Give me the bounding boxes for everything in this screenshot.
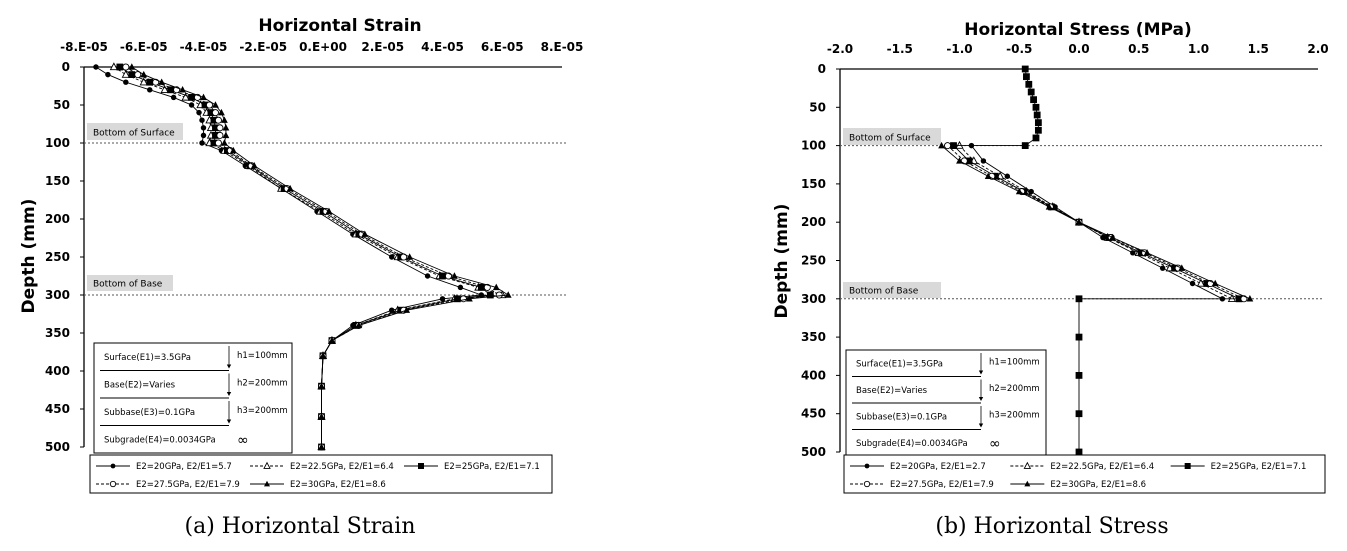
data-point <box>1076 410 1083 417</box>
x-tick-label: -1.5 <box>886 42 913 56</box>
figure-caption: (a) Horizontal Strain <box>184 514 416 539</box>
legend-label: E2=30GPa, E2/E1=8.6 <box>290 480 386 490</box>
x-tick-label: 8.E-05 <box>540 40 584 54</box>
data-point <box>460 296 466 302</box>
data-point <box>189 102 194 107</box>
x-tick-label: 2.E-05 <box>361 40 405 54</box>
data-point <box>1028 89 1035 96</box>
data-point <box>217 132 223 138</box>
data-point <box>201 133 206 138</box>
legend-marker <box>1185 463 1191 469</box>
x-tick-label: -6.E-05 <box>119 40 168 54</box>
x-tick-label: 0.E+00 <box>299 40 347 54</box>
x-tick-label: 1.0 <box>1187 42 1210 56</box>
data-point <box>199 140 204 145</box>
data-point <box>981 158 986 163</box>
y-tick-label: 300 <box>800 291 826 306</box>
chart-horizontal-strain <box>19 16 583 539</box>
y-tick-label: 0 <box>61 60 70 74</box>
layer-label: Subbase(E3)=0.1GPa <box>104 407 196 418</box>
data-point <box>1005 174 1010 179</box>
data-point <box>147 87 152 92</box>
data-point <box>123 64 129 70</box>
thickness-label: h1=100mm <box>989 357 1040 368</box>
data-point <box>93 64 98 69</box>
x-tick-label: 0.0 <box>1068 42 1090 56</box>
data-point <box>1246 295 1253 301</box>
layer-label: Subbase(E3)=0.1GPa <box>856 412 948 423</box>
y-tick-label: 450 <box>800 406 826 421</box>
y-tick-label: 100 <box>44 136 70 150</box>
data-point <box>1034 112 1041 119</box>
legend-label: E2=25GPa, E2/E1=7.1 <box>1210 462 1307 472</box>
data-point <box>223 124 230 130</box>
data-point <box>116 64 123 71</box>
y-tick-label: 500 <box>800 445 826 459</box>
data-point <box>1033 104 1040 111</box>
y-tick-label: 50 <box>809 100 826 115</box>
y-tick-label: 350 <box>800 330 826 345</box>
y-tick-label: 500 <box>44 440 70 454</box>
data-point <box>223 132 230 138</box>
series-1 <box>969 143 1225 302</box>
infinity-symbol: ∞ <box>237 432 249 449</box>
data-point <box>1190 281 1195 286</box>
y-tick-label: 250 <box>800 253 826 268</box>
thickness-label: h3=200mm <box>989 410 1040 421</box>
annotation-bottom-of-base: Bottom of Base <box>849 286 919 297</box>
data-point <box>496 292 502 298</box>
data-point <box>1023 73 1030 80</box>
data-point <box>1076 295 1083 302</box>
legend-marker <box>111 464 116 469</box>
legend <box>844 455 1325 493</box>
thickness-label: h3=200mm <box>237 405 288 416</box>
data-point <box>221 116 228 122</box>
data-point <box>105 72 110 77</box>
layer-label: Base(E2)=Varies <box>856 385 928 396</box>
data-point <box>406 253 413 259</box>
data-point <box>128 71 135 78</box>
y-tick-label: 50 <box>53 98 70 112</box>
data-point <box>1076 334 1083 341</box>
y-axis-label: Depth (mm) <box>19 198 39 314</box>
x-tick-label: -8.E-05 <box>60 40 108 54</box>
data-point <box>1022 66 1029 73</box>
data-point <box>1022 142 1029 149</box>
x-tick-label: 2.0 <box>1307 42 1329 56</box>
legend-marker <box>865 464 870 469</box>
legend <box>90 455 552 493</box>
data-point <box>944 143 950 149</box>
data-point <box>1160 265 1165 270</box>
data-point <box>1033 135 1040 142</box>
y-tick-label: 250 <box>44 250 70 264</box>
data-point <box>215 117 221 123</box>
data-point <box>167 86 174 93</box>
annotation-bottom-of-base: Bottom of Base <box>93 279 163 290</box>
series-5 <box>938 142 1253 302</box>
legend-marker <box>110 481 115 486</box>
y-tick-label: 100 <box>800 138 826 153</box>
x-tick-label: -0.5 <box>1006 42 1033 56</box>
x-tick-label: 6.E-05 <box>480 40 524 54</box>
y-tick-label: 400 <box>800 368 826 383</box>
legend-label: E2=27.5GPa, E2/E1=7.9 <box>890 480 994 490</box>
x-tick-label: -4.E-05 <box>179 40 228 54</box>
x-tick-label: -2.0 <box>826 42 854 56</box>
x-tick-label: -2.E-05 <box>239 40 288 54</box>
data-point <box>158 78 165 84</box>
x-tick-label: -1.0 <box>946 42 973 56</box>
y-tick-label: 0 <box>817 62 826 76</box>
legend-label: E2=22.5GPa, E2/E1=6.4 <box>1050 462 1155 472</box>
y-tick-label: 350 <box>44 326 70 340</box>
data-point <box>505 291 512 297</box>
legend-label: E2=20GPa, E2/E1=2.7 <box>890 462 986 472</box>
legend-label: E2=30GPa, E2/E1=8.6 <box>1050 480 1147 490</box>
data-point <box>221 139 228 145</box>
data-point <box>1030 96 1037 103</box>
thickness-label: h2=200mm <box>989 383 1040 394</box>
data-point <box>212 110 218 116</box>
x-tick-label: 1.5 <box>1247 42 1269 56</box>
x-tick-label: 4.E-05 <box>421 40 464 54</box>
data-point <box>171 95 176 100</box>
layer-info-box <box>94 343 292 453</box>
legend-label: E2=20GPa, E2/E1=5.7 <box>136 462 232 472</box>
data-point <box>212 101 219 107</box>
data-point <box>956 142 963 148</box>
layer-label: Surface(E1)=3.5GPa <box>856 359 943 370</box>
legend-label: E2=27.5GPa, E2/E1=7.9 <box>136 480 240 490</box>
layer-label: Surface(E1)=3.5GPa <box>104 352 191 363</box>
data-point <box>950 142 957 149</box>
data-point <box>458 285 463 290</box>
layer-info-box <box>846 350 1046 456</box>
data-point <box>1025 81 1032 88</box>
data-point <box>140 71 147 77</box>
legend-label: E2=22.5GPa, E2/E1=6.4 <box>290 462 394 472</box>
data-point <box>1035 119 1042 126</box>
chart-title: Horizontal Stress (MPa) <box>964 20 1192 40</box>
y-tick-label: 400 <box>44 364 70 378</box>
y-tick-label: 300 <box>44 288 70 302</box>
x-tick-label: 0.5 <box>1128 42 1150 56</box>
legend-marker <box>418 463 424 469</box>
y-tick-label: 150 <box>44 174 70 188</box>
series-4 <box>944 143 1246 302</box>
annotation-bottom-of-surface: Bottom of Surface <box>849 133 931 144</box>
data-point <box>215 140 221 146</box>
layer-label: Base(E2)=Varies <box>104 380 176 391</box>
data-point <box>201 125 206 130</box>
data-point <box>425 273 430 278</box>
data-point <box>217 125 223 131</box>
data-point <box>439 273 446 280</box>
thickness-label: h1=100mm <box>237 350 288 361</box>
chart-title: Horizontal Strain <box>258 16 422 36</box>
layer-label: Subgrade(E4)=0.0034GPa <box>104 435 216 446</box>
data-point <box>123 79 128 84</box>
y-tick-label: 150 <box>800 176 826 191</box>
infinity-symbol: ∞ <box>989 435 1001 452</box>
data-point <box>451 272 458 278</box>
y-tick-label: 200 <box>800 215 826 230</box>
legend-label: E2=25GPa, E2/E1=7.1 <box>444 462 540 472</box>
legend-marker <box>864 481 869 486</box>
figure-caption: (b) Horizontal Stress <box>935 514 1169 539</box>
layer-label: Subgrade(E4)=0.0034GPa <box>856 438 968 449</box>
data-point <box>1076 372 1083 379</box>
thickness-label: h2=200mm <box>237 378 288 389</box>
data-point <box>196 110 201 115</box>
data-point <box>199 117 204 122</box>
y-tick-label: 200 <box>44 212 70 226</box>
data-point <box>1076 449 1083 456</box>
y-axis-label: Depth (mm) <box>772 203 792 319</box>
chart-horizontal-stress <box>772 20 1329 539</box>
data-point <box>1035 127 1042 134</box>
y-tick-label: 450 <box>44 402 70 416</box>
annotation-bottom-of-surface: Bottom of Surface <box>93 128 175 139</box>
